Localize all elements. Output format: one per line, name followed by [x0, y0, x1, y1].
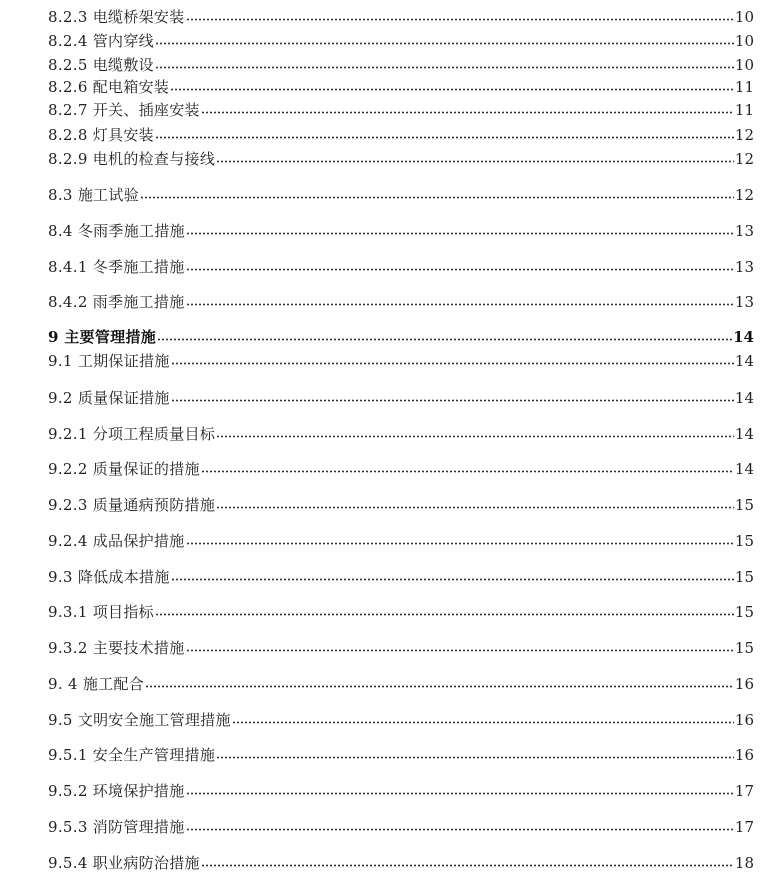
- toc-entry-page: 17: [734, 782, 754, 800]
- toc-entry-title: 8.2.3 电缆桥架安装: [48, 8, 185, 26]
- toc-entry-title: 9. 4 施工配合: [48, 675, 145, 693]
- dot-leader: [186, 268, 734, 271]
- toc-entry-chapter-9: [48, 326, 754, 346]
- toc-entry-9-5-3: [48, 816, 754, 836]
- toc-entry-title: 8.2.8 灯具安装: [48, 126, 154, 144]
- toc-entry-page: 11: [734, 101, 754, 119]
- toc-entry-8-2-9: [48, 148, 754, 168]
- dot-leader: [186, 18, 734, 21]
- toc-entry-title: 9.5.2 环境保护措施: [48, 782, 185, 800]
- dot-leader: [216, 435, 734, 438]
- toc-entry-page: 13: [734, 258, 754, 276]
- toc-entry-9-1: [48, 350, 754, 370]
- dot-leader: [157, 338, 732, 341]
- toc-entry-9-2-2: [48, 458, 754, 478]
- toc-entry-page: 13: [734, 293, 754, 311]
- dot-leader: [155, 66, 734, 69]
- toc-entry-8-2-3: [48, 6, 754, 26]
- toc-entry-8-2-7: [48, 99, 754, 119]
- toc-entry-title: 9.2 质量保证措施: [48, 389, 170, 407]
- toc-entry-title: 8.4.1 冬季施工措施: [48, 258, 185, 276]
- dot-leader: [140, 196, 734, 199]
- toc-entry-page: 16: [734, 675, 754, 693]
- dot-leader: [232, 721, 734, 724]
- toc-entry-page: 10: [734, 32, 754, 50]
- toc-entry-page: 15: [734, 496, 754, 514]
- toc-entry-title: 9.2.2 质量保证的措施: [48, 460, 200, 478]
- toc-entry-8-2-5: [48, 54, 754, 74]
- toc-entry-9-4: [48, 673, 754, 693]
- toc-entry-8-2-8: [48, 124, 754, 144]
- toc-entry-page: 14: [734, 425, 754, 443]
- toc-entry-page: 17: [734, 818, 754, 836]
- toc-entry-title: 9.5 文明安全施工管理措施: [48, 711, 231, 729]
- toc-entry-9-2-3: [48, 494, 754, 514]
- toc-entry-title: 9.3 降低成本措施: [48, 568, 170, 586]
- toc-entry-page: 15: [734, 532, 754, 550]
- toc-entry-9-3-2: [48, 637, 754, 657]
- toc-entry-9-3: [48, 566, 754, 586]
- dot-leader: [186, 792, 734, 795]
- toc-entry-9-5: [48, 709, 754, 729]
- dot-leader: [186, 542, 734, 545]
- toc-entry-title: 9.1 工期保证措施: [48, 352, 170, 370]
- toc-entry-page: 16: [734, 711, 754, 729]
- dot-leader: [186, 303, 734, 306]
- toc-entry-title: 9.5.1 安全生产管理措施: [48, 746, 216, 764]
- toc-entry-page: 14: [733, 328, 754, 346]
- toc-entry-page: 14: [734, 352, 754, 370]
- toc-entry-page: 14: [734, 460, 754, 478]
- toc-entry-8-3: [48, 184, 754, 204]
- toc-entry-9-3-1: [48, 601, 754, 621]
- dot-leader: [155, 136, 734, 139]
- toc-entry-title: 8.2.4 管内穿线: [48, 32, 154, 50]
- toc-entry-title: 9.5.4 职业病防治措施: [48, 854, 200, 872]
- dot-leader: [170, 88, 734, 91]
- toc-entry-page: 14: [734, 389, 754, 407]
- dot-leader: [186, 828, 734, 831]
- toc-entry-8-4-2: [48, 291, 754, 311]
- toc-entry-page: 15: [734, 568, 754, 586]
- toc-entry-title: 8.4.2 雨季施工措施: [48, 293, 185, 311]
- toc-entry-page: 15: [734, 639, 754, 657]
- toc-entry-page: 12: [734, 186, 754, 204]
- toc-entry-page: 12: [734, 126, 754, 144]
- dot-leader: [216, 756, 734, 759]
- toc-entry-9-5-1: [48, 744, 754, 764]
- toc-entry-9-5-2: [48, 780, 754, 800]
- toc-entry-8-2-4: [48, 30, 754, 50]
- dot-leader: [186, 232, 734, 235]
- toc-entry-page: 12: [734, 150, 754, 168]
- toc-entry-8-4: [48, 220, 754, 240]
- toc-entry-page: 18: [734, 854, 754, 872]
- dot-leader: [201, 111, 734, 114]
- toc-entry-title: 8.2.5 电缆敷设: [48, 56, 154, 74]
- toc-entry-title: 9.5.3 消防管理措施: [48, 818, 185, 836]
- dot-leader: [171, 578, 734, 581]
- dot-leader: [186, 649, 734, 652]
- dot-leader: [216, 506, 734, 509]
- dot-leader: [216, 160, 734, 163]
- toc-entry-title: 9.3.2 主要技术措施: [48, 639, 185, 657]
- toc-entry-title: 9.2.4 成品保护措施: [48, 532, 185, 550]
- dot-leader: [145, 685, 734, 688]
- toc-entry-title: 8.2.7 开关、插座安装: [48, 101, 200, 119]
- toc-entry-page: 16: [734, 746, 754, 764]
- toc-entry-title: 8.2.6 配电箱安装: [48, 78, 170, 96]
- toc-entry-9-2-1: [48, 423, 754, 443]
- toc-entry-page: 15: [734, 603, 754, 621]
- dot-leader: [155, 42, 734, 45]
- toc-entry-9-2: [48, 387, 754, 407]
- toc-entry-title: 9.2.1 分项工程质量目标: [48, 425, 216, 443]
- toc-entry-title: 8.2.9 电机的检查与接线: [48, 150, 216, 168]
- toc-entry-page: 13: [734, 222, 754, 240]
- toc-entry-9-5-4: [48, 852, 754, 872]
- toc-entry-title: 9.3.1 项目指标: [48, 603, 154, 621]
- toc-entry-8-4-1: [48, 256, 754, 276]
- toc-entry-title: 8.4 冬雨季施工措施: [48, 222, 185, 240]
- toc-entry-title: 8.3 施工试验: [48, 186, 140, 204]
- dot-leader: [171, 399, 734, 402]
- dot-leader: [201, 470, 734, 473]
- toc-entry-page: 11: [734, 78, 754, 96]
- dot-leader: [155, 613, 734, 616]
- dot-leader: [201, 864, 734, 867]
- toc-entry-8-2-6: [48, 76, 754, 96]
- toc-entry-9-2-4: [48, 530, 754, 550]
- toc-entry-page: 10: [734, 56, 754, 74]
- toc-entry-title: 9 主要管理措施: [48, 328, 157, 346]
- dot-leader: [171, 362, 734, 365]
- toc-entry-page: 10: [734, 8, 754, 26]
- toc-entry-title: 9.2.3 质量通病预防措施: [48, 496, 216, 514]
